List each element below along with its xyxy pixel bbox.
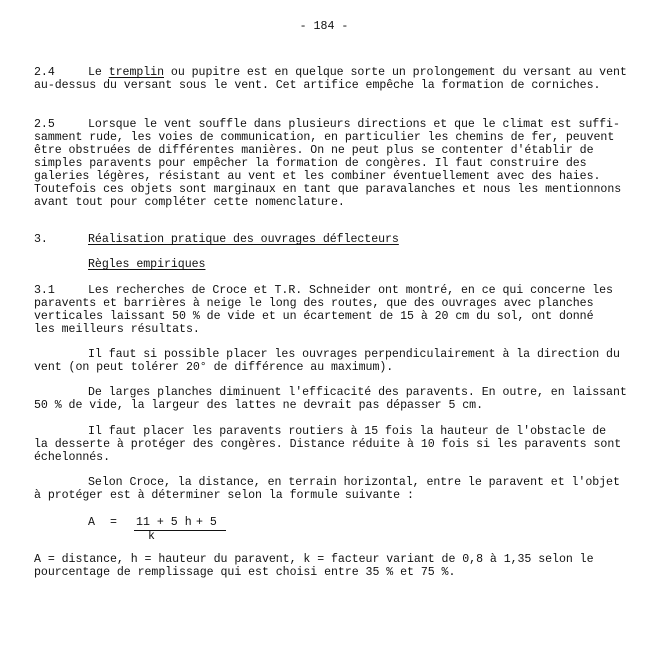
section-3-heading [34,233,399,246]
formula-numerator: 11 + 5 h [136,516,192,529]
paragraph-perpendicular-line-2: vent (on peut tolérer 20° de différence au maximum). [34,361,394,374]
section-number: 3. [34,233,48,246]
paragraph-distance-line-1: Il faut placer les paravents routiers à 15 fois la hauteur de l'obstacle de [88,425,607,438]
paragraph-croce-line-1: Selon Croce, la distance, en terrain horizontal, entre le paravent et l'objet [88,476,620,489]
text: Les recherches de Croce et T.R. Schneider ont montré, en ce qui concerne les [88,284,613,297]
formula-plus-term: + 5 [196,516,217,529]
paragraph-2-5-line: galeries légères, résistant au vent et les combiner éventuellement avec des haies. [34,170,601,183]
paragraph-number: 3.1 [34,284,55,297]
formula-lhs: A [88,516,95,529]
page-number: - 184 - [299,20,349,33]
paragraph-3-1-line: paravents et barrières à neige le long des routes, que des ouvrages avec planches [34,297,594,310]
paragraph-2-5-line: simples paravents pour empêcher la formation de congères. Il faut construire des [34,157,587,170]
paragraph-2-5-line: être obstruées de différentes manières. On ne peut plus se contenter d'établir de [34,144,594,157]
paragraph-2-5-line: avant tout pour compléter cette nomenclature. [34,196,345,209]
text: Lorsque le vent souffle dans plusieurs directions et que le climat est suffi- [88,118,620,131]
paragraph-2-5-line: Toutefois ces objets sont marginaux en tant que paravalanches et nous les mentionnons [34,183,622,196]
text: Le [88,66,109,79]
paragraph-perpendicular-line-1: Il faut si possible placer les ouvrages perpendiculairement à la direction du [88,348,620,361]
paragraph-2-5-line-1 [34,118,620,131]
paragraph-2-4-line-1 [34,66,627,79]
paragraph-2-4-line-2: au-dessus du versant sous le vent. Cet artifice empêche la formation de corniches. [34,79,601,92]
paragraph-distance-line-3: échelonnés. [34,451,110,464]
paragraph-3-1-line-1 [34,284,613,297]
term-tremplin: tremplin [108,66,164,79]
paragraph-number: 2.5 [34,118,55,131]
formula-denominator: k [148,530,155,543]
paragraph-planches-line-1: De larges planches diminuent l'efficacité des paravents. En outre, en laissant [88,386,627,399]
paragraph-planches-line-2: 50 % de vide, la largeur des lattes ne devrait pas dépasser 5 cm. [34,399,483,412]
section-title: Réalisation pratique des ouvrages déflecteurs [88,233,399,246]
paragraph-3-1-line: verticales laissant 50 % de vide et un écartement de 15 à 20 cm du sol, ont donné [34,310,594,323]
paragraph-croce-line-2: à protéger est à déterminer selon la formule suivante : [34,489,414,502]
formula-equals: = [110,516,117,529]
definition-line-1: A = distance, h = hauteur du paravent, k = facteur variant de 0,8 à 1,35 selon le [34,553,594,566]
definition-line-2: pourcentage de remplissage qui est choisi entre 35 % et 75 %. [34,566,456,579]
text: ou pupitre est en quelque sorte un prolongement du versant au vent [164,66,627,79]
section-subtitle: Règles empiriques [88,258,206,271]
formula [88,516,288,546]
paragraph-2-5-line: samment rude, les voies de communication, en particulier les chemins de fer, peuvent [34,131,615,144]
paragraph-distance-line-2: la desserte à protéger des congères. Distance réduite à 10 fois si les paravents sont [34,438,622,451]
paragraph-number: 2.4 [34,66,55,79]
paragraph-3-1-line: les meilleurs résultats. [34,323,200,336]
